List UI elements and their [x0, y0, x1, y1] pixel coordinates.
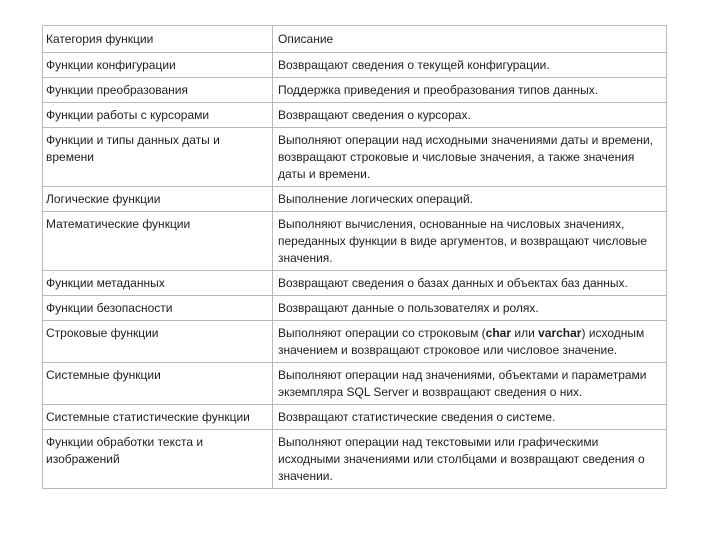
- header-description: Описание: [273, 26, 667, 53]
- table-header-row: [43, 26, 667, 53]
- row-category: Логические функции: [43, 187, 273, 212]
- row-description: Выполняют вычисления, основанные на числовых значениях, переданных функции в виде аргументов, и возвращают числовые значения.: [273, 212, 667, 271]
- row-description: Выполняют операции над текстовыми или графическими исходными значениями или столбцами и возвращают сведения о значении.: [273, 430, 667, 489]
- row-category: Функции безопасности: [43, 296, 273, 321]
- row-description: Возвращают сведения о курсорах.: [273, 103, 667, 128]
- table-row: [43, 321, 667, 363]
- row-description: Возвращают данные о пользователях и ролях.: [273, 296, 667, 321]
- table-row: [43, 430, 667, 489]
- type-char: char: [485, 326, 512, 340]
- desc-text: или: [511, 326, 539, 340]
- type-varchar: varchar: [538, 326, 582, 340]
- row-category: Математические функции: [43, 212, 273, 271]
- row-category: Функции преобразования: [43, 78, 273, 103]
- table-row: [43, 212, 667, 271]
- row-category: Функции работы с курсорами: [43, 103, 273, 128]
- row-description: Выполняют операции над значениями, объектами и параметрами экземпляра SQL Server и возвращают сведения о них.: [273, 363, 667, 405]
- desc-text: Выполняют операции со строковым (: [278, 326, 486, 340]
- row-description: Выполнение логических операций.: [273, 187, 667, 212]
- table-row: [43, 53, 667, 78]
- row-description: Возвращают сведения о текущей конфигурации.: [273, 53, 667, 78]
- table-row: [43, 271, 667, 296]
- row-category: Функции метаданных: [43, 271, 273, 296]
- table-row: [43, 103, 667, 128]
- row-category: Функции и типы данных даты и времени: [43, 128, 273, 187]
- functions-table: [42, 25, 667, 489]
- row-description: Возвращают статистические сведения о системе.: [273, 405, 667, 430]
- table-row: [43, 128, 667, 187]
- row-description: Возвращают сведения о базах данных и объектах баз данных.: [273, 271, 667, 296]
- table-row: [43, 363, 667, 405]
- row-description: Поддержка приведения и преобразования типов данных.: [273, 78, 667, 103]
- desc-text: ) исходным значением и возвращают строковое или числовое значение.: [278, 326, 645, 357]
- table-row: [43, 78, 667, 103]
- row-category: Системные функции: [43, 363, 273, 405]
- table-row: [43, 187, 667, 212]
- row-category: Функции обработки текста и изображений: [43, 430, 273, 489]
- row-category: Строковые функции: [43, 321, 273, 363]
- table-row: [43, 405, 667, 430]
- row-category: Функции конфигурации: [43, 53, 273, 78]
- row-category: Системные статистические функции: [43, 405, 273, 430]
- row-description: [273, 321, 667, 363]
- table-row: [43, 296, 667, 321]
- header-category: Категория функции: [43, 26, 273, 53]
- row-description: Выполняют операции над исходными значениями даты и времени, возвращают строковые и числовые значения, а также значения даты и времени.: [273, 128, 667, 187]
